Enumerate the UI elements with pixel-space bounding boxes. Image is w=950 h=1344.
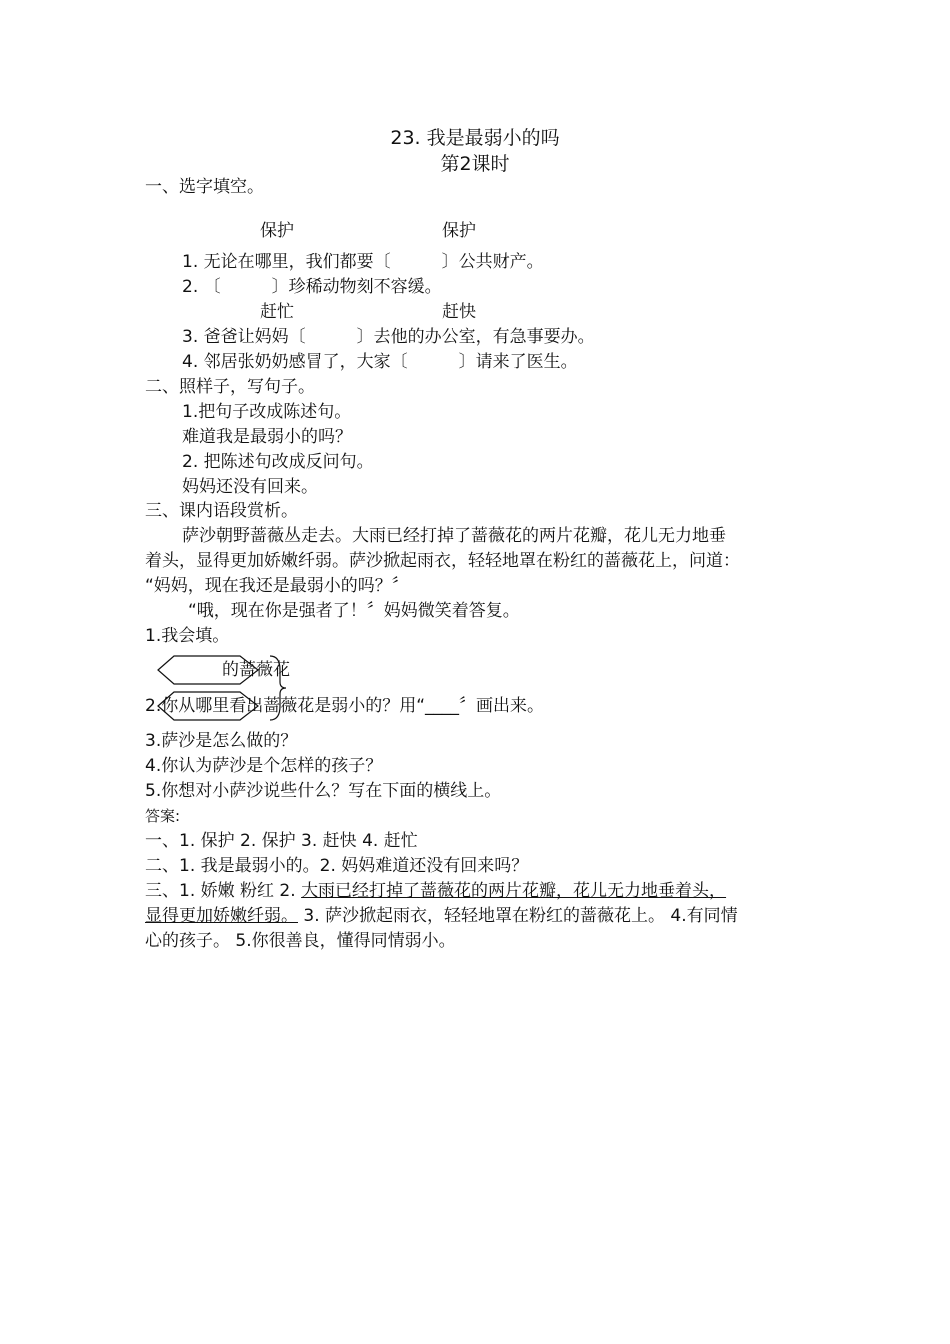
- question-2-1-sentence: 难道我是最弱小的吗？: [182, 427, 352, 447]
- page-title: 23. 我是最弱小的吗: [390, 127, 560, 149]
- section-2-heading: 二、照样子，写句子。: [145, 377, 315, 397]
- passage-line-3: “妈妈，现在我还是最弱小的吗？〞: [145, 576, 409, 596]
- question-3-4: 4.你认为萨沙是个怎样的孩子？: [145, 756, 383, 776]
- question-2-2: 2. 把陈述句改成反问句。: [182, 452, 374, 472]
- answer-line-4-rest: 3. 萨沙掀起雨衣，轻轻地罩在粉红的蔷薇花上。 4.有同情: [298, 906, 738, 926]
- answer-line-3: [145, 880, 726, 902]
- answers-heading: 答案:: [145, 807, 181, 825]
- answer-line-1: 一、1. 保护 2. 保护 3. 赶快 4. 赶忙: [145, 831, 418, 851]
- word-choice-1a: 保护: [260, 221, 294, 241]
- passage-line-1: 萨沙朝野蔷薇丛走去。大雨已经打掉了蔷薇花的两片花瓣，花儿无力地垂: [182, 526, 726, 546]
- answer-line-3-prefix: 三、1. 娇嫩 粉红 2.: [145, 881, 302, 901]
- passage-line-2: 着头，显得更加娇嫩纤弱。萨沙掀起雨衣，轻轻地罩在粉红的蔷薇花上，问道：: [145, 551, 740, 571]
- question-2-1: 1.把句子改成陈述句。: [182, 402, 352, 422]
- question-2-2-sentence: 妈妈还没有回来。: [182, 477, 318, 497]
- answer-line-2: 二、1. 我是最弱小的。2. 妈妈难道还没有回来吗？: [145, 856, 529, 876]
- word-choice-1b: 保护: [442, 221, 476, 241]
- question-3-3: 3.萨沙是怎么做的？: [145, 731, 298, 751]
- passage-line-4: “哦，现在你是强者了！〞妈妈微笑着答复。: [188, 601, 520, 621]
- answer-underlined-sentence-2: 显得更加娇嫩纤弱。: [145, 906, 298, 926]
- answer-line-5: 心的孩子。 5.你很善良，懂得同情弱小。: [145, 931, 456, 951]
- fill-label: 的蔷薇花: [222, 660, 290, 680]
- question-1-3: 3. 爸爸让妈妈〔 〕去他的办公室，有急事要办。: [182, 327, 595, 347]
- answer-underlined-sentence-1: 大雨已经打掉了蔷薇花的两片花瓣，花儿无力地垂着头，: [301, 881, 727, 901]
- page-subtitle: 第2课时: [440, 153, 510, 175]
- question-3-5: 5.你想对小萨沙说些什么？写在下面的横线上。: [145, 781, 502, 801]
- question-1-1: 1. 无论在哪里，我们都要〔 〕公共财产。: [182, 252, 544, 272]
- word-choice-2a: 赶忙: [260, 302, 294, 322]
- section-3-heading: 三、课内语段赏析。: [145, 501, 298, 521]
- question-1-2: 2. 〔 〕珍稀动物刻不容缓。: [182, 277, 442, 297]
- question-1-4: 4. 邻居张奶奶感冒了，大家〔 〕请来了医生。: [182, 352, 578, 372]
- question-3-2: 2.你从哪里看出蔷薇花是弱小的？用“____〞画出来。: [145, 696, 545, 716]
- word-choice-2b: 赶快: [442, 302, 476, 322]
- section-1-heading: 一、选字填空。: [145, 177, 264, 197]
- answer-line-4: [145, 905, 738, 927]
- question-3-1: 1.我会填。: [145, 626, 230, 646]
